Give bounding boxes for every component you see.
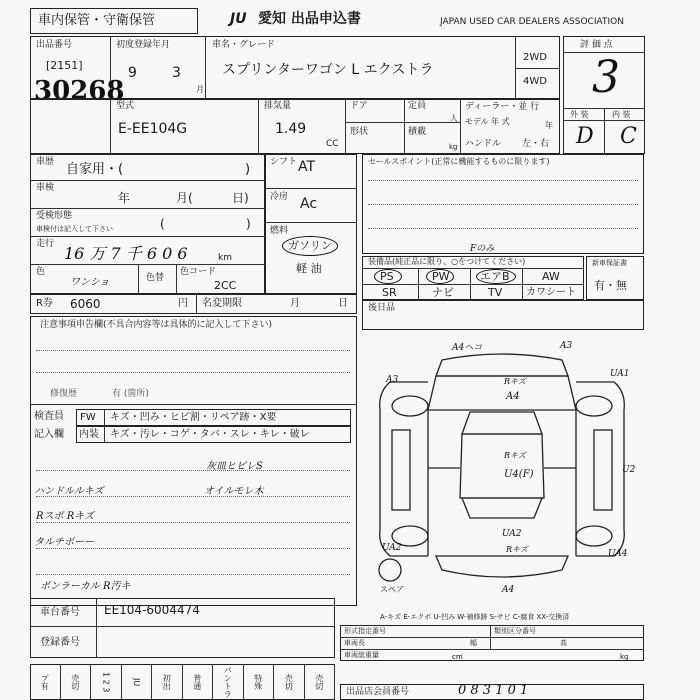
- wheel-front-left: [392, 396, 428, 416]
- grade-score: 3: [592, 52, 620, 103]
- lot-label: 出品番号: [36, 40, 73, 50]
- later-box: [362, 300, 644, 330]
- displacement-value: 1.49: [275, 121, 307, 137]
- chassis-label: 車台番号: [40, 607, 80, 618]
- history-close: ): [245, 162, 251, 177]
- code-cell: プ有: [30, 664, 61, 700]
- equip-seat: カワシート: [526, 287, 576, 298]
- displacement-unit: CC: [326, 139, 339, 149]
- mark-right-door: U2: [622, 465, 636, 475]
- equipment-handwritten: Fのみ: [470, 244, 495, 254]
- name-change-day: 日: [338, 298, 348, 309]
- wheel-rear-right: [576, 526, 612, 546]
- fuel-label: 燃料: [270, 226, 289, 236]
- equip-pw-circle: [426, 269, 454, 284]
- member-value: 0 8 3 1 0 1: [458, 683, 529, 698]
- car-label: 車名・グレード: [212, 40, 276, 50]
- grade-label: 評 価 点: [580, 40, 613, 50]
- equip-aw: AW: [542, 270, 560, 283]
- interior-items: キズ・汚レ・コゲ・タバ・スレ・キレ・破レ: [110, 429, 310, 440]
- grade-exterior-label: 外 装: [570, 110, 589, 119]
- mileage-unit: km: [218, 253, 232, 263]
- mark-left-fender: A3: [386, 375, 399, 385]
- category-label: 類別区分番号: [494, 627, 536, 635]
- remark-rspo: Rスポ Rキズ: [36, 511, 95, 522]
- remark-bonnet: ボンラーカル R汚キ: [40, 581, 131, 592]
- member-label: 出品店会員番号: [346, 687, 410, 697]
- load-unit: kg: [449, 143, 458, 151]
- chassis-value: EE104-6004474: [104, 603, 200, 617]
- mark-roof-scratch: Rキズ: [504, 451, 526, 460]
- reg-label: 登録番号: [40, 637, 80, 648]
- side-window-right: [594, 430, 612, 510]
- equip-ps-circle: [374, 269, 402, 284]
- mark-hood: A4: [506, 391, 520, 402]
- code-cell: 普通: [183, 664, 214, 700]
- acceptance-paren-close: ): [246, 217, 251, 231]
- name-change-month: 月: [290, 298, 300, 309]
- equip-tv: TV: [488, 286, 503, 299]
- fix-label: 修復歴: [50, 389, 78, 399]
- code-cell: 売切: [61, 664, 92, 700]
- code-cell: JU: [122, 664, 153, 700]
- mark-roof: U4(F): [504, 469, 534, 480]
- car-rear-bumper: [436, 556, 568, 577]
- equip-airbag-circle: [476, 269, 516, 284]
- model-value: E-EE104G: [118, 121, 188, 137]
- year-unit: 年: [545, 121, 553, 130]
- remark-tal: タルチボーー: [34, 537, 94, 548]
- color-code-label: 色コード: [180, 267, 217, 277]
- ac-value: Ac: [300, 196, 318, 212]
- shift-label: シフト: [270, 157, 298, 167]
- drive-2wd: 2WD: [523, 52, 547, 63]
- length-label: 車両長: [344, 639, 365, 647]
- notes-label: 注意事項申告欄(不具合内容等は具体的に記入して下さい): [40, 320, 273, 330]
- car-rear-window: [462, 498, 542, 518]
- color-label: 色: [36, 267, 46, 277]
- acceptance-paren-open: (: [160, 217, 165, 231]
- unit-cm: cm: [452, 653, 463, 661]
- storage-label: 車内保管・守衛保管: [38, 13, 156, 28]
- later-label: 後日品: [368, 303, 396, 313]
- code-cell: 初出: [152, 664, 183, 700]
- handle-label: ハンドル: [465, 139, 502, 149]
- color-no-label: 色替: [146, 273, 165, 283]
- fix-value: 有 (箇所): [112, 389, 149, 399]
- damage-legend: A-キズ E-エクボ U-凹み W-補修跡 S-サビ C-腐食 XX-交換済: [380, 613, 570, 621]
- model-year-label: モデル 年 式: [465, 117, 510, 126]
- handle-options: 左・右: [522, 139, 550, 149]
- mileage-value: 16 万 7 千 6 0 6: [64, 244, 188, 263]
- registration-year: 9: [128, 65, 137, 81]
- code-cell: 1 2 3: [91, 664, 122, 700]
- shape-label: 形状: [350, 127, 369, 137]
- side-window-left: [392, 430, 410, 510]
- warranty-label: 新車保証書: [592, 259, 627, 267]
- notes-box: [30, 316, 357, 606]
- remark-handle: ハンドルルキズ: [34, 486, 104, 497]
- equip-sr: SR: [382, 286, 397, 299]
- ac-label: 冷房: [270, 192, 289, 202]
- wheel-front-right: [576, 396, 612, 416]
- fw-label: FW: [80, 412, 96, 423]
- remark-ashtray: 灰皿ヒビレS: [206, 461, 263, 472]
- car-right-side: [576, 382, 624, 556]
- lot-sub-number: [2151]: [46, 59, 83, 72]
- mileage-label: 走行: [36, 239, 55, 249]
- form-title: 愛知 出品申込書: [258, 11, 361, 27]
- inspector-label: 検査員: [34, 411, 64, 422]
- history-label: 車歴: [36, 157, 55, 167]
- equip-pw: PW: [432, 270, 450, 283]
- mark-right-fender: UA1: [610, 369, 630, 379]
- equip-navi: ナビ: [432, 286, 454, 299]
- equipment-label: 装備品(純正品に限り、○をつけてください): [368, 257, 526, 266]
- fw-items: キズ・凹み・ヒビ割・リペア跡・X要: [110, 412, 277, 423]
- width-label: 幅: [470, 639, 477, 647]
- car-windshield: [462, 412, 542, 434]
- fuel-alt: 軽 油: [296, 262, 322, 275]
- remark-oil: オイルモレ木: [204, 486, 264, 497]
- fuel-value: ガソリン: [288, 239, 332, 252]
- capacity-unit: 人: [450, 114, 458, 123]
- color-code: 2CC: [214, 279, 237, 292]
- mark-hood-scratch: Rキズ: [504, 377, 526, 386]
- sales-point-label: セールスポイント(正常に機能するものに限ります): [368, 157, 550, 166]
- inspection-day: 日): [232, 191, 249, 205]
- recycle-amount-unit: 円: [178, 298, 188, 309]
- drive-4wd: 4WD: [523, 76, 547, 87]
- height-label: 高: [560, 639, 567, 647]
- load-label: 積載: [408, 127, 427, 137]
- form-title-en: JAPAN USED CAR DEALERS ASSOCIATION: [440, 17, 624, 27]
- inspection-month: 月(: [176, 191, 193, 205]
- model-label: 型式: [116, 101, 135, 111]
- history-value: 自家用・(: [66, 162, 124, 177]
- equip-airbag: エアB: [480, 270, 510, 283]
- car-front-bumper: [436, 354, 568, 376]
- code-cell: 売切: [274, 664, 305, 700]
- displacement-label: 排気量: [264, 101, 292, 111]
- car-roof: [460, 434, 544, 498]
- registration-month: 3: [172, 65, 181, 81]
- spare-tire: [379, 559, 401, 581]
- mark-rear-bumper: A4: [502, 585, 515, 595]
- warranty-value: 有・無: [594, 279, 627, 292]
- grade-interior-label: 内 装: [612, 110, 631, 119]
- inspection-label: 車検: [36, 183, 55, 193]
- entry-label: 記入欄: [34, 429, 64, 440]
- weight-label: 車両総重量: [344, 651, 379, 659]
- code-strip-cells: [30, 664, 335, 700]
- brand-mark: JU: [230, 11, 247, 27]
- shift-value: AT: [298, 159, 316, 175]
- color-value: ワンショ: [70, 277, 110, 288]
- name-change-label: 名変期限: [202, 298, 242, 309]
- registration-month-unit: 月: [196, 85, 204, 94]
- mark-front-bumper: A4ヘコ: [452, 343, 483, 353]
- code-cell: パントラ: [213, 664, 244, 700]
- lot-number: 30268: [34, 76, 125, 106]
- code-cell: 売切: [305, 664, 336, 700]
- car-hood: [428, 376, 576, 410]
- dealer-label: ディーラー・並 行: [465, 102, 540, 112]
- mark-rear-scratch: Rキズ: [506, 545, 528, 554]
- interior-label: 内装: [79, 429, 99, 440]
- capacity-label: 定員: [408, 101, 427, 111]
- recycle-label: R券: [36, 298, 53, 309]
- form-label: 形式指定番号: [344, 627, 386, 635]
- recycle-amount: 6060: [70, 297, 101, 311]
- car-left-side: [380, 382, 428, 556]
- mark-rear-right: UA4: [608, 549, 628, 559]
- car-body-diagram: [362, 330, 644, 605]
- code-cell: 特殊: [244, 664, 275, 700]
- doors-label: ドア: [350, 101, 368, 111]
- mark-rear-window: UA2: [502, 529, 522, 539]
- equip-ps: PS: [380, 270, 394, 283]
- mark-front-right: A3: [560, 341, 573, 351]
- registration-label: 初度登録年月: [116, 40, 171, 50]
- car-name: スプリンターワゴン L エクストラ: [222, 62, 434, 78]
- grade-exterior: D: [576, 124, 594, 149]
- spare-label: スペア: [380, 585, 404, 594]
- acceptance-label: 受検形態: [36, 211, 73, 221]
- mark-rear-left: UA2: [382, 543, 402, 553]
- acceptance-note: 車検付は記入して下さい: [36, 225, 113, 233]
- unit-kg: kg: [620, 653, 629, 661]
- inspection-year: 年: [118, 191, 131, 205]
- grade-interior: C: [620, 124, 637, 149]
